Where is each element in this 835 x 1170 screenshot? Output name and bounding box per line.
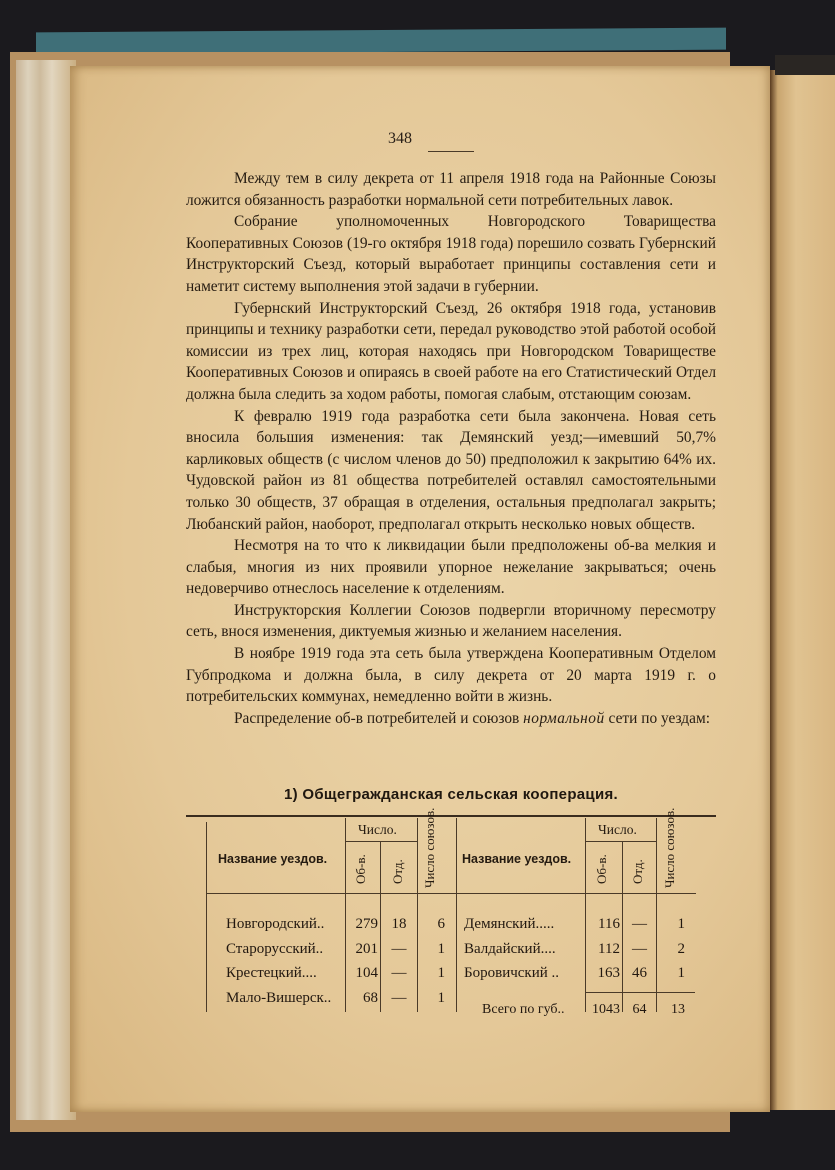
table-cell-societies: 68 <box>363 990 378 1006</box>
table-cell-societies: 163 <box>597 965 620 981</box>
table-cell-societies: 112 <box>598 941 620 957</box>
table-row-name: Старорусский.. <box>226 941 324 957</box>
header-count: Число. <box>598 822 637 837</box>
table-cell-branches: 18 <box>391 916 407 932</box>
table-rule <box>585 841 656 842</box>
table-rule <box>456 818 457 1012</box>
table-cell-branches: 46 <box>632 965 647 981</box>
table-cell-unions: 1 <box>437 990 445 1006</box>
table-rule <box>585 992 695 993</box>
table-cell-unions: 1 <box>677 916 685 932</box>
facing-page-edge <box>770 70 835 1110</box>
facing-page-top <box>775 55 835 75</box>
table-row-name: Боровичский .. <box>464 965 560 981</box>
table-row-name: Валдайский.... <box>464 941 556 957</box>
table-top-rule <box>186 815 716 817</box>
header-unions: Число союзов. <box>422 807 437 888</box>
text-run: сети по уездам: <box>604 709 710 727</box>
paragraph: Инструкторския Коллегии Союзов подвергли вторичному пересмотру сеть, внося изменения, диктуемыя жизнью и желанием населения. <box>186 601 716 641</box>
table-rule <box>206 822 207 1012</box>
table-cell-societies: 279 <box>355 916 378 932</box>
header-branches: Отд. <box>390 859 405 884</box>
table-total-unions: 13 <box>671 1002 685 1017</box>
table-cell-societies: 116 <box>598 916 620 932</box>
table-rule <box>656 818 657 1012</box>
table-cell-unions: 2 <box>677 941 685 957</box>
table-total-societies: 1043 <box>592 1002 620 1017</box>
page-number-rule <box>428 151 474 152</box>
table-cell-societies: 201 <box>355 941 378 957</box>
table-rule <box>585 818 586 1012</box>
text-run: Распределение об-в потребителей и союзов <box>234 709 524 727</box>
table-cell-branches: — <box>391 990 407 1006</box>
paragraph: Несмотря на то что к ликвидации были предположены об-ва мелкия и слабыя, многия из них проявили упорное нежелание закрываться; очень недоверчиво отнеслось население к отделениям. <box>186 537 716 598</box>
table-title: 1) Общегражданская сельская кооперация. <box>283 786 618 803</box>
header-societies: Об-в. <box>594 854 609 884</box>
table-row-name: Новгородский.. <box>226 916 325 932</box>
header-count: Число. <box>358 822 397 837</box>
table-cell-unions: 1 <box>437 941 445 957</box>
paragraph: Собрание уполномоченных Новгородского Товарищества Кооперативных Союзов (19-го октября 1918 года) порешило созвать Губернский Инструкторский Съезд, который выработает принципы составления сети и наметит систему выполнения этой задачи в губернии. <box>186 213 716 295</box>
book-cover-edge <box>36 28 726 55</box>
header-district-name: Название уездов. <box>218 852 328 866</box>
table-cell-unions: 1 <box>677 965 685 981</box>
table-row-name: Крестецкий.... <box>226 965 317 981</box>
table-row-name: Мало-Вишерск.. <box>226 990 332 1006</box>
paragraph: К февралю 1919 года разработка сети была закончена. Новая сеть вносила большия изменения: так Демянский уезд;—имевший 50,7% карликовых обществ (с числом членов до 50) предположил к закрытию 64% их. Чудовской район из 81 общества потребителей оставлял самостоятельными только 30 обществ, 37 обращая в отделения, остальныя предполагал закрыть; Любанский район, наоборот, предполагал открыть несколько новых обществ. <box>186 407 716 533</box>
header-societies: Об-в. <box>353 854 368 884</box>
table-cell-branches: — <box>391 965 407 981</box>
header-unions: Число союзов. <box>662 807 677 888</box>
table-rule <box>345 818 346 1012</box>
header-branches: Отд. <box>630 859 645 884</box>
table-cell-unions: 1 <box>437 965 445 981</box>
page-number: 348 <box>388 130 412 147</box>
table-rule <box>345 841 417 842</box>
table-cell-unions: 6 <box>437 916 445 932</box>
table-total-branches: 64 <box>632 1002 647 1017</box>
table-cell-branches: — <box>632 916 647 932</box>
paragraph: В ноябре 1919 года эта сеть была утверждена Кооперативным Отделом Губпродкома и должна была, в силу декрета от 20 марта 1919 г. о потребительских коммунах, немедленно войти в жизнь. <box>186 645 716 706</box>
table-cell-societies: 104 <box>355 965 378 981</box>
table-total-label: Всего по губ.. <box>482 1002 565 1017</box>
header-district-name: Название уездов. <box>462 852 572 866</box>
table-rule <box>417 818 418 1012</box>
body-text <box>186 168 716 729</box>
table-cell-branches: — <box>632 941 647 957</box>
paragraph: Между тем в силу декрета от 11 апреля 1918 года на Районные Союзы ложится обязанность разработки нормальной сети потребительных лавок. <box>186 170 716 209</box>
table-cell-branches: — <box>391 941 407 957</box>
page-stack <box>16 60 76 1120</box>
paragraph-distribution <box>186 708 716 730</box>
paragraph: Губернский Инструкторский Съезд, 26 октября 1918 года, установив принципы и технику разработки сети, передал руководство этой работой особой комиссии из трех лиц, которая находясь при Новгородском Товариществе Кооперативных Союзов и опираясь в своей работе на его Статистический Отдел должна была следить за ходом работы, помогая слабым, отстающим союзам. <box>186 299 716 403</box>
emphasized-word: нормальной <box>523 709 605 727</box>
table-row-name: Демянский..... <box>464 916 555 932</box>
